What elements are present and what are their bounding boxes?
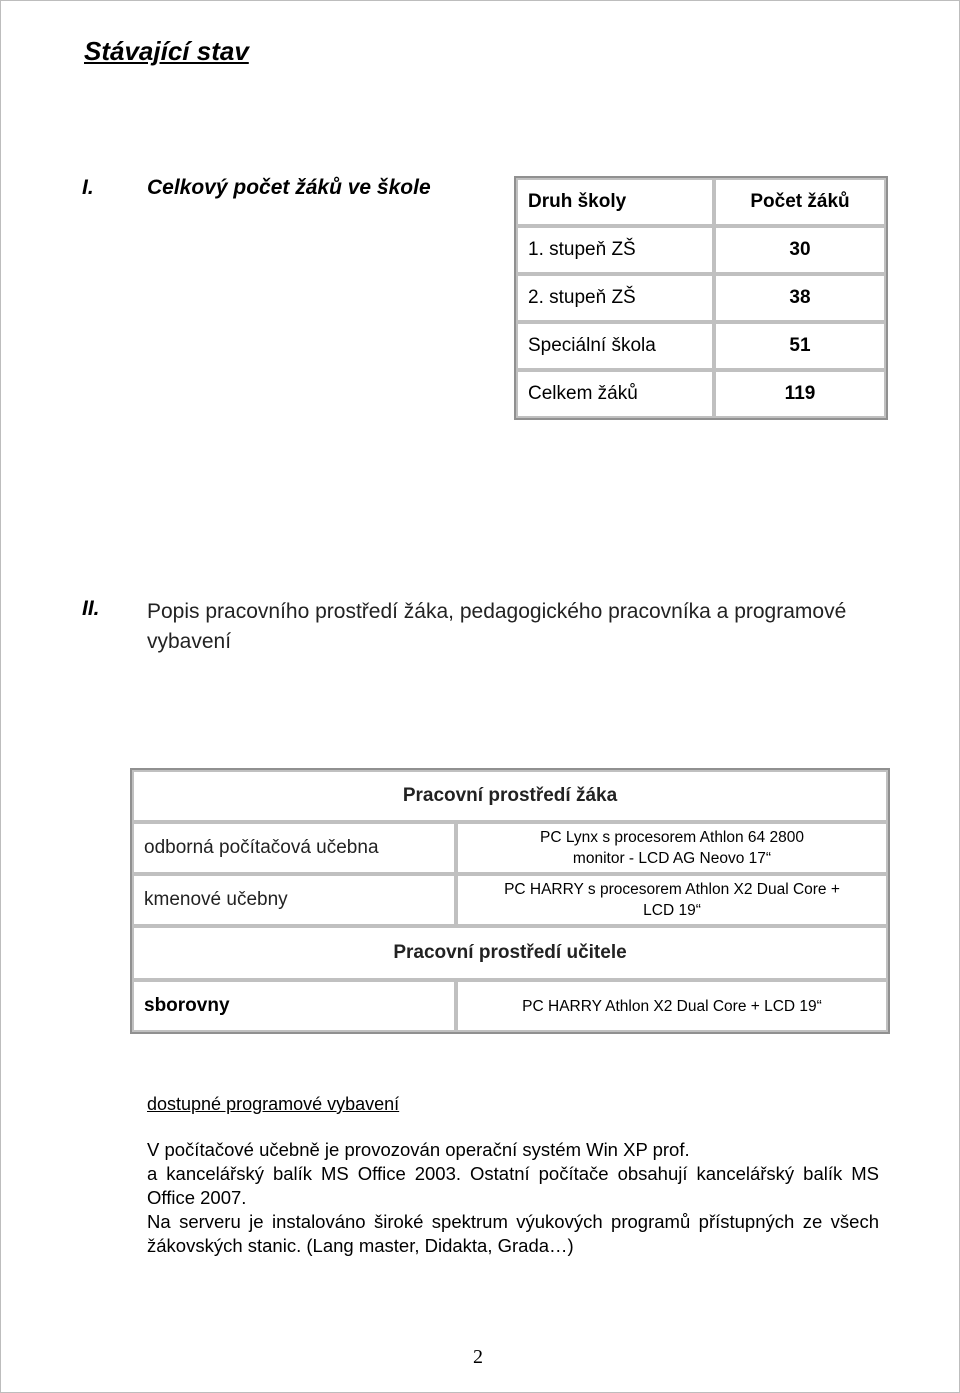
table-row — [516, 274, 886, 322]
software-description — [147, 1138, 879, 1258]
table-header-row — [132, 770, 888, 822]
table-header-row — [516, 178, 886, 226]
table-row — [516, 322, 886, 370]
environment-table — [130, 768, 890, 1034]
equipment-cell: PC Lynx s procesorem Athlon 64 2800 monitor - LCD AG Neovo 17“ — [456, 822, 888, 874]
page-title: Stávající stav — [84, 36, 249, 66]
table-header-row — [132, 926, 888, 980]
school-type-cell: Celkem žáků — [516, 370, 714, 418]
student-environment-header: Pracovní prostředí žáka — [132, 770, 888, 822]
software-paragraph: V počítačové učebně je provozován operační systém Win XP prof. — [147, 1139, 690, 1160]
student-count-cell: 51 — [714, 322, 886, 370]
school-type-cell: 2. stupeň ZŠ — [516, 274, 714, 322]
students-table — [514, 176, 888, 420]
software-paragraph: Na serveru je instalováno široké spektrum výukových programů přístupných ze všech žákovských stanic. (Lang master, Didakta, Grada…) — [147, 1211, 879, 1256]
table-row — [516, 226, 886, 274]
equipment-cell: PC HARRY Athlon X2 Dual Core + LCD 19“ — [456, 980, 888, 1032]
student-count-cell: 38 — [714, 274, 886, 322]
column-header: Počet žáků — [714, 178, 886, 226]
table-row — [132, 874, 888, 926]
table-row — [516, 370, 886, 418]
room-label: sborovny — [132, 980, 456, 1032]
table-row — [132, 980, 888, 1032]
table-row — [132, 822, 888, 874]
equipment-cell: PC HARRY s procesorem Athlon X2 Dual Core + LCD 19“ — [456, 874, 888, 926]
school-type-cell: 1. stupeň ZŠ — [516, 226, 714, 274]
teacher-environment-header: Pracovní prostředí učitele — [132, 926, 888, 980]
column-header: Druh školy — [516, 178, 714, 226]
section-2-heading: Popis pracovního prostředí žáka, pedagogického pracovníka a programové vybavení — [147, 600, 847, 653]
section-1-heading: Celkový počet žáků ve škole — [147, 176, 431, 199]
section-1-number: I. — [82, 176, 94, 199]
room-label: odborná počítačová učebna — [132, 822, 456, 874]
school-type-cell: Speciální škola — [516, 322, 714, 370]
software-title: dostupné programové vybavení — [147, 1094, 400, 1114]
software-paragraph: a kancelářský balík MS Office 2003. Ostatní počítače obsahují kancelářský balík MS Office 2007. — [147, 1163, 879, 1208]
student-count-cell: 30 — [714, 226, 886, 274]
room-label: kmenové učebny — [132, 874, 456, 926]
section-2-number: II. — [82, 597, 100, 620]
page-number: 2 — [473, 1346, 483, 1368]
student-count-cell: 119 — [714, 370, 886, 418]
